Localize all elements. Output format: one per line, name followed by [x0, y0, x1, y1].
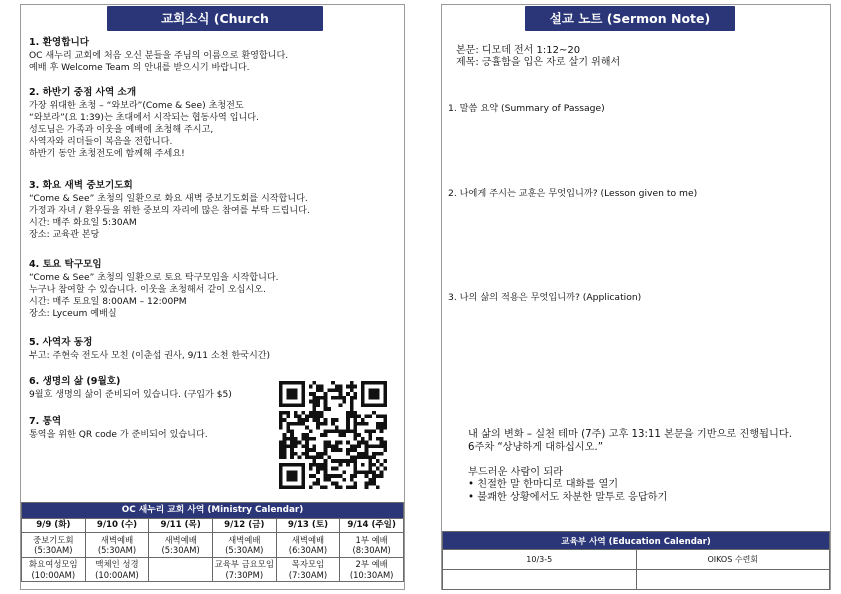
calendar-day: 9/10 (수)	[85, 519, 149, 533]
question-application: 3. 나의 삶의 적용은 무엇입니까? (Application)	[448, 292, 642, 303]
announcement-heading: 7. 통역	[29, 416, 62, 427]
calendar-cell: 새벽예배 (5:30AM)	[149, 533, 213, 558]
announcements-panel	[20, 4, 405, 590]
sermon-topic: 제목: 긍휼함을 입은 자로 살기 위해서	[456, 57, 621, 68]
question-summary: 1. 말씀 요약 (Summary of Passage)	[448, 103, 605, 114]
education-date: 10/3-5	[443, 550, 637, 570]
announcements-title: 교회소식 (Church Announcements)	[107, 6, 323, 31]
calendar-day: 9/12 (금)	[212, 519, 276, 533]
announcement-item	[29, 337, 399, 362]
announcement-heading: 6. 생명의 삶 (9월호)	[29, 376, 121, 387]
calendar-cell: 새벽예배 (5:30AM)	[212, 533, 276, 558]
education-calendar	[442, 531, 830, 590]
sermon-note-panel	[441, 4, 831, 590]
announcement-body: “Come & See” 초청의 일환으로 토요 탁구모임을 시작합니다. 누구나 참여할 수 있습니다. 이웃을 초청해서 같이 오십시오. 시간: 매주 토요일 8:00AM – 12:00PM 장소: Lyceum 예배실	[29, 272, 279, 319]
announcement-item	[29, 259, 399, 320]
calendar-cell: 새벽예배 (5:30AM)	[85, 533, 149, 558]
ministry-calendar	[21, 502, 404, 582]
announcement-item	[29, 37, 399, 74]
announcement-heading: 4. 토요 탁구모임	[29, 259, 102, 270]
calendar-cell: 2부 예배 (10:30AM)	[340, 558, 404, 582]
announcement-heading: 5. 사역자 동정	[29, 337, 93, 348]
announcement-body: “Come & See” 초청의 일환으로 화요 새벽 중보기도회를 시작합니다. 가정과 자녀 / 환우들을 위한 중보의 자리에 많은 참여를 부탁 드립니다. 시간: 매주 화요일 5:30AM 장소: 교육관 본당	[29, 193, 310, 240]
calendar-cell: 1부 예배 (8:30AM)	[340, 533, 404, 558]
calendar-cell	[149, 558, 213, 582]
ministry-calendar-title: OC 새누리 교회 사역 (Ministry Calendar)	[22, 503, 404, 519]
calendar-cell: 교육부 금요모임 (7:30PM)	[212, 558, 276, 582]
calendar-day: 9/9 (화)	[22, 519, 86, 533]
calendar-cell: 화요여성모임 (10:00AM)	[22, 558, 86, 582]
calendar-cell: 중보기도회 (5:30AM)	[22, 533, 86, 558]
announcement-item	[29, 416, 279, 441]
announcement-heading: 2. 하반기 중점 사역 소개	[29, 87, 137, 98]
education-date	[443, 570, 637, 590]
calendar-day: 9/13 (토)	[276, 519, 340, 533]
calendar-cell: 새벽예배 (6:30AM)	[276, 533, 340, 558]
calendar-cell: 맥체인 성경 (10:00AM)	[85, 558, 149, 582]
qr-code-icon[interactable]	[279, 379, 387, 491]
sermon-note-title: 설교 노트 (Sermon Note)	[525, 6, 735, 31]
announcement-body: 9월호 생명의 삶이 준비되어 있습니다. (구입가 $5)	[29, 389, 232, 400]
education-event	[636, 570, 830, 590]
calendar-day: 9/11 (목)	[149, 519, 213, 533]
announcement-item	[29, 376, 279, 401]
education-event: OIKOS 수련회	[636, 550, 830, 570]
announcement-body: OC 새누리 교회에 처음 오신 분들을 주님의 이름으로 환영합니다. 예배 후 Welcome Team 의 안내를 받으시기 바랍니다.	[29, 50, 289, 73]
education-calendar-title: 교육부 사역 (Education Calendar)	[443, 532, 830, 550]
announcement-body: 부고: 주현숙 전도사 모친 (이춘섭 권사, 9/11 소천 한국시간)	[29, 350, 271, 361]
calendar-day: 9/14 (주일)	[340, 519, 404, 533]
announcement-body: 가장 위대한 초청 – “와보라”(Come & See) 초청전도 “와보라”(요 1:39)는 초대에서 시작되는 협동사역 입니다. 성도님은 가족과 이웃을 예배에 초청해 주시고, 사역자와 리더들이 복음을 전합니다. 하반기 동안 초청전도에 함께해 주세요!	[29, 100, 259, 159]
question-lesson: 2. 나에게 주시는 교훈은 무엇입니까? (Lesson given to me)	[448, 188, 698, 199]
announcement-heading: 1. 환영합니다	[29, 37, 89, 48]
announcement-body: 통역을 위한 QR code 가 준비되어 있습니다.	[29, 429, 208, 440]
sermon-scripture: 본문: 디모데 전서 1:12~20	[456, 45, 581, 56]
calendar-cell: 목자모임 (7:30AM)	[276, 558, 340, 582]
announcement-item	[29, 87, 399, 160]
announcement-item	[29, 180, 399, 241]
announcement-heading: 3. 화요 새벽 중보기도회	[29, 180, 133, 191]
application-text: 내 삶의 변화 – 실천 테마 (7주) 고후 13:11 본문을 기반으로 진행됩니다. 6주차 “상냥하게 대하십시오.” 부드러운 사람이 되라 • 친절한 말 한마디로 대화를 열기 • 불쾌한 상황에서도 차분한 말투로 응답하기	[468, 429, 792, 503]
